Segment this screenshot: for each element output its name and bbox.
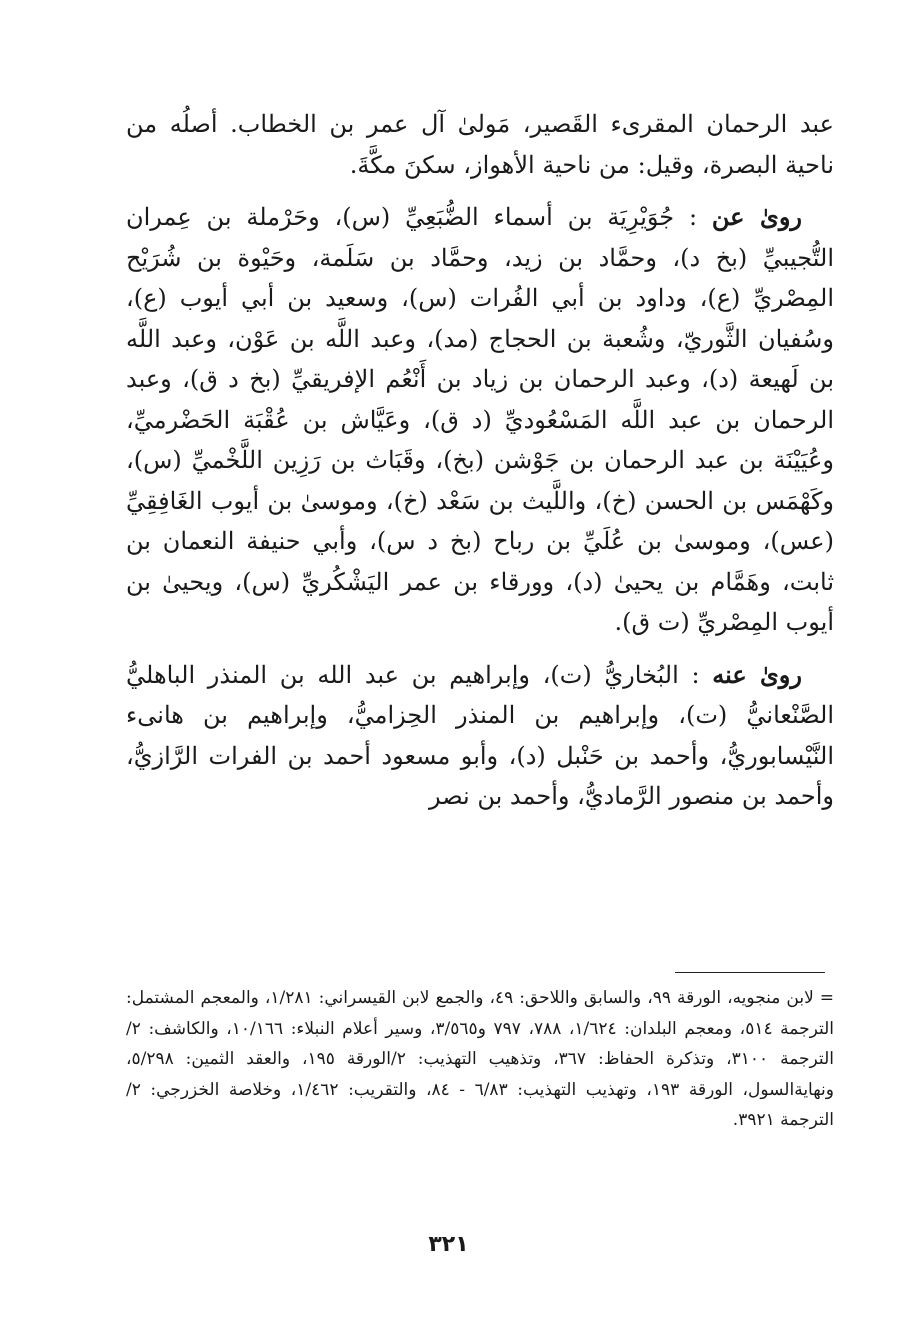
- narrated-by-heading: روىٰ عنه: [712, 659, 802, 689]
- narrated-from-list: : جُوَيْرِيَة بن أسماء الضُّبَعِيِّ (س)، وحَرْملة بن عِمران التُّجيبيِّ (بخ د)، وحمَّاد بن زيد، وحمَّاد بن سَلَمة، وحَيْوة بن شُرَيْح المِصْريِّ (ع)، وداود بن أبي الفُرات (س)، وسعيد بن أبي أيوب (ع)، وسُفيان الثَّوريّ، وشُعبة بن الحجاج (مد)، وعبد اللَّه بن عَوْن، وعبد اللَّه بن لَهيعة (د)، وعبد الرحمان بن زياد بن أَنْعُم الإفريقيِّ (بخ د ق)، وعبد الرحمان بن عبد اللَّه المَسْعُوديِّ (د ق)، وعَيَّاش بن عُقْبَة الحَضْرميِّ، وعُيَيْنَة بن عبد الرحمان بن جَوْشن (بخ)، وقَبَاث بن رَزِين اللَّخْميِّ (س)، وكَهْمَس بن الحسن (خ)، واللَّيث بن سَعْد (خ)، وموسىٰ بن أيوب الغَافِقِيِّ (عس)، وموسىٰ بن عُلَيِّ بن رباح (بخ د س)، وأبي حنيفة النعمان بن ثابت، وهَمَّام بن يحيىٰ (د)، وورقاء بن عمر اليَشْكُريِّ (س)، ويحيىٰ بن أيوب المِصْريِّ (ت ق).: [126, 203, 834, 636]
- footnote-divider: [675, 972, 825, 973]
- footnote-block: [126, 983, 834, 1136]
- narrated-from-paragraph: [126, 197, 834, 643]
- page-number: ٣٢١: [428, 1232, 469, 1257]
- main-text-block: [126, 104, 834, 817]
- narrated-by-list: : البُخاريُّ (ت)، وإبراهيم بن عبد الله بن المنذر الباهليُّ الصَّنْعانيُّ (ت)، وإبراهيم بن المنذر الحِزاميُّ، وإبراهيم بن هانىء النَّيْسابوريُّ، وأحمد بن حَنْبل (د)، وأبو مسعود أحمد بن الفرات الرَّازيُّ، وأحمد بن منصور الرَّماديُّ، وأحمد بن نصر: [126, 660, 834, 810]
- narrated-from-heading: روىٰ عن: [711, 202, 803, 231]
- footnote-text: = لابن منجويه، الورقة ٩٩، والسابق واللاحق: ٤٩، والجمع لابن القيسراني: ١/٢٨١، والمعجم المشتمل: الترجمة ٥١٤، ومعجم البلدان: ١/٦٢٤، ٧٨٨، ٧٩٧ و٣/٥٦٥، وسير أعلام النبلاء: ١٠/١٦٦، والكاشف: ٢/الترجمة ٣١٠٠، وتذكرة الحفاظ: ٣٦٧، وتذهيب التهذيب: ٢/الورقة ١٩٥، والعقد الثمين: ٥/٢٩٨، ونهايةالسول، الورقة ١٩٣، وتهذيب التهذيب: ٦/٨٣ - ٨٤، والتقريب: ١/٤٦٢، وخلاصة الخزرجي: ٢/الترجمة ٣٩٢١.: [126, 988, 835, 1130]
- narrated-by-paragraph: [126, 655, 834, 817]
- biography-paragraph: عبد الرحمان المقرىء القَصير، مَولىٰ آل عمر بن الخطاب. أصلُه من ناحية البصرة، وقيل: من ناحية الأهواز، سكنَ مكَّةَ.: [126, 110, 834, 179]
